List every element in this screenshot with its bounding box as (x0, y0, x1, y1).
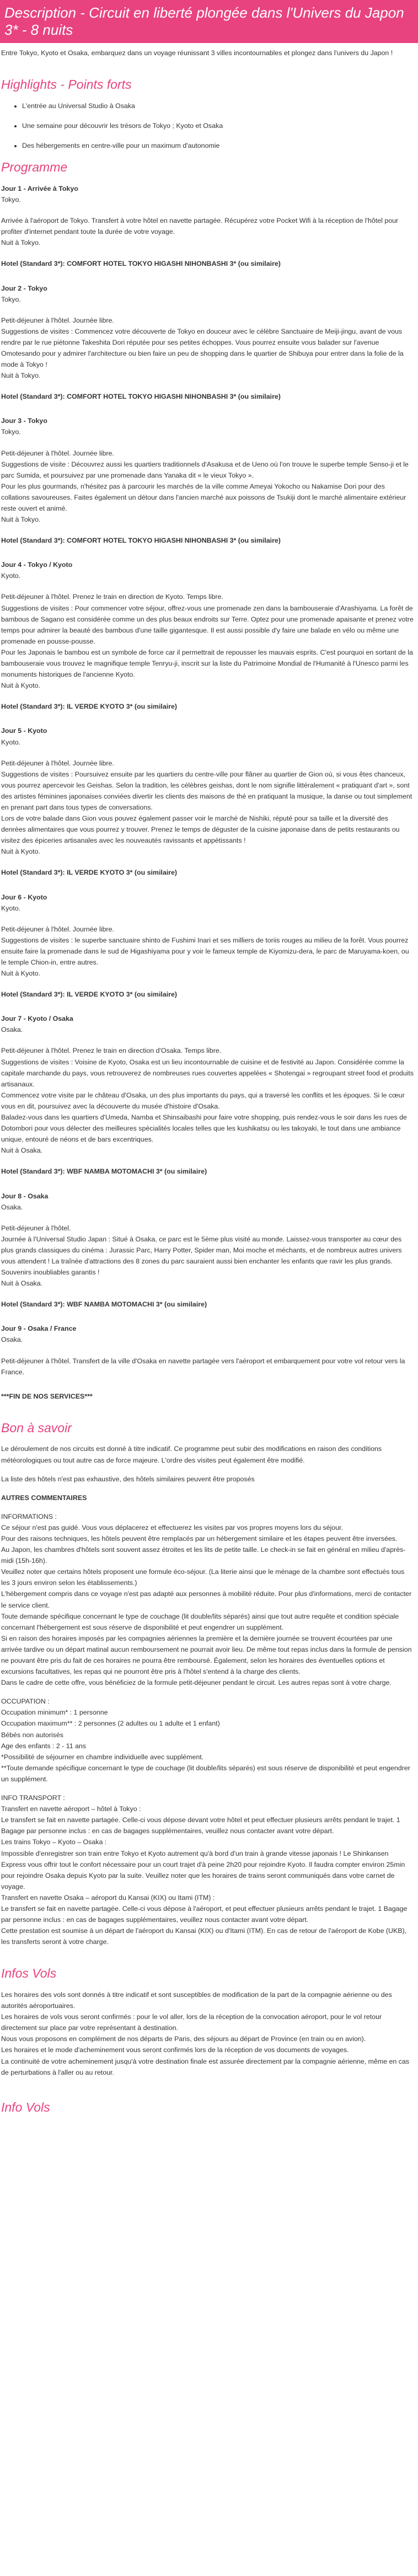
day-city: Kyoto. (1, 904, 21, 912)
day-paragraph: Pour les plus gourmands, n'hésitez pas à parcourir les marchés de la ville comme Ameyai Yokocho ou Nakamise Dori pour des collations savoureuses. Faites également un détour dans l'ancien marché aux poissons de Tsukiji dont le marché alimentaire extérieur reste ouvert et animé. (1, 482, 406, 512)
day-paragraph: Nuit à Kyoto. (1, 848, 40, 856)
day-title: Jour 9 - Osaka / France (1, 1325, 77, 1333)
info-line: L'hébergement compris dans ce voyage n'est pas adapté aux personnes à mobilité réduite. Pour plus d'informations, merci de contacter le service client. (1, 1590, 412, 1609)
day-paragraph: Nuit à Tokyo. (1, 372, 41, 380)
info-line: Pour des raisons techniques, les hôtels peuvent être remplacés par un hébergement similaire et les étapes peuvent être inversées. (1, 1534, 398, 1543)
vols-line: Les horaires de vols vous seront confirmés : pour le vol aller, lors de la réception de la convocation aéroport, pour le vol retour directement sur place par votre représentant à destination. (1, 2013, 382, 2032)
day-hotel: Hotel (Standard 3*): IL VERDE KYOTO 3* (ou similaire) (1, 990, 178, 999)
title-banner (0, 0, 418, 43)
day-paragraph: Nuit à Tokyo. (1, 516, 41, 524)
day-city: Tokyo. (1, 428, 21, 436)
end-note: ***FIN DE NOS SERVICES*** (1, 1392, 93, 1400)
day-paragraph: Petit-déjeuner à l'hôtel. Prenez le train en direction d'Osaka. Temps libre. (1, 1047, 222, 1055)
day-hotel: Hotel (Standard 3*): IL VERDE KYOTO 3* (ou similaire) (1, 869, 178, 877)
day-paragraph: Lors de votre balade dans Gion vous pouvez également passer voir le marché de Nishiki, réputé pour sa taille et la diversité des denrées alimentaires que vous pourrez y trouver. Prenez le temps de déguster de la cuisine japonaise dans de petits restaurants ou visitez des épiceries artisanales avec les nouveautés ravissants et appétissants ! (1, 815, 400, 845)
highlight-item: • Des hébergements en centre-ville pour un maximum d'autonomie (22, 140, 415, 151)
day-paragraph: Suggestions de visite : Découvrez aussi les quartiers traditionnels d'Asakusa et de Ueno où l'on trouve le superbe temple Senso-ji et le parc Sumida, et poursuivez par une promenade dans Yanaka dit « le vieux Tokyo ». (1, 460, 409, 479)
info-line: Au Japon, les chambres d'hôtels sont souvent assez étroites et les lits de petite taille. Le check-in se fait en général en milieu d'après-midi (15h-16h). (1, 1546, 406, 1565)
day-paragraph: Nuit à Osaka. (1, 1147, 43, 1155)
day-city: Kyoto. (1, 572, 21, 580)
info-vols-heading: Info Vols (1, 2100, 50, 2114)
day-paragraph: Suggestions de visites : Voisine de Kyoto, Osaka est un lieu incontournable de cuisine et de festivité au Japon. Considérée comme la capitale marchande du pays, vous retrouverez de nombreuses rues couvertes appelées « Shotengai » regroupant street food et produits artisanaux. (1, 1058, 414, 1088)
day-hotel: Hotel (Standard 3*): WBF NAMBA MOTOMACHI 3* (ou similaire) (1, 1167, 207, 1176)
info-line: Si en raison des horaires imposés par les compagnies aériennes la première et la dernière journée se trouvent écourtées par une arrivée tardive ou un départ matinal aucun remboursement ne pourrait avoir lieu. De même tout repas inclus dans la formule de pension ne pouvant être pris du fait de ces horaires ne pourra être remboursé. Également, selon les horaires des éventuelles options et excursions facultatives, les repas qui ne pourront être pris à l'hôtel s'entend à la charge des clients. (1, 1634, 412, 1676)
day-paragraph: Commencez votre visite par le château d'Osaka, un des plus importants du pays, qui a traversé les conflits et les époques. Si le cœur vous en dit, poursuivez avec la découverte du musée d'histoire d'Osaka. (1, 1091, 405, 1110)
day-paragraph: Petit-déjeuner à l'hôtel. Journée libre. (1, 925, 114, 933)
vols-line: Les horaires et le mode d'acheminement vous seront confirmés lors de la réception de vos documents de voyages. (1, 2046, 349, 2054)
transport-line: Impossible d'enregistrer son train entre Tokyo et Kyoto autrement qu'à bord d'un train à grande vitesse japonais ! Le Shinkansen Express vous offrir tout le confort nécessaire pour un court trajet d'à peine 2h20 pour rejoindre Kyoto. Il faudra compter environ 25min pour rejoindre Osaka depuis Kyoto par la suite. Veuillez noter que les horaires de trains seront communiqués dans votre carnet de voyage. (1, 1849, 405, 1891)
transport-line: Cette prestation est soumise à un départ de l'aéroport du Kansai (KIX) ou d'Itami (ITM). En cas de retour de l'aéroport de Kobe (UKB), les transferts seront à votre charge. (1, 1927, 407, 1946)
day-hotel: Hotel (Standard 3*): WBF NAMBA MOTOMACHI 3* (ou similaire) (1, 1300, 207, 1309)
day-paragraph: Petit-déjeuner à l'hôtel. Journée libre. (1, 316, 114, 324)
day-section (1, 725, 415, 878)
day-hotel: Hotel (Standard 3*): COMFORT HOTEL TOKYO HIGASHI NIHONBASHI 3* (ou similaire) (1, 260, 281, 268)
day-paragraph: Petit-déjeuner à l'hôtel. (1, 1224, 71, 1232)
day-paragraph: Nuit à Tokyo. (1, 239, 41, 247)
vols-line: La continuité de votre acheminement jusqu'à votre destination finale est assurée directement par la compagnie aérienne, même en cas de perturbations à l'aller ou au retour. (1, 2057, 410, 2076)
occupation-block (1, 1696, 415, 1785)
occupation-line: Age des enfants : 2 - 11 ans (1, 1742, 87, 1750)
occupation-line: Occupation minimum* : 1 personne (1, 1709, 108, 1717)
highlights-heading: Highlights - Points forts (1, 77, 132, 92)
day-paragraph: Baladez-vous dans les quartiers d'Umeda, Namba et Shinsaibashi pour faire votre shopping, puis rendez-vous le soir dans les rues de Dotombori pour vous délecter des meilleures spécialités locales telles que les kushikatsu ou les takoyaki, le tout dans une ambiance unique, entouré de néons et de bars excentriques. (1, 1113, 407, 1144)
autres-commentaires-heading: AUTRES COMMENTAIRES (1, 1493, 87, 1502)
programme-heading: Programme (1, 160, 68, 175)
day-title: Jour 8 - Osaka (1, 1192, 49, 1200)
info-line: Dans le cadre de cette offre, vous bénéficiez de la formule petit-déjeuner pendant le circuit. Les autres repas sont à votre charge. (1, 1679, 392, 1687)
informations-block (1, 1511, 415, 1689)
day-paragraph: Suggestions de visites : Poursuivez ensuite par les quartiers du centre-ville pour flâner au quartier de Gion où, si vous êtes chanceux, vous pourrez apercevoir les Geishas. Selon la tradition, les célèbres geishas, dont le nom signifie littéralement « pratiquant d'art », sont des artistes féminines japonaises conviées divertir les clients des maisons de thé en pratiquant la musique, la danse ou tout simplement en prenant part dans tous types de conversations. (1, 770, 412, 811)
bon-a-savoir-text-2: La liste des hôtels n'est pas exhaustive, des hôtels similaires peuvent être proposés (1, 1475, 255, 1483)
info-line: Toute demande spécifique concernant le type de couchage (lit double/lits séparés) ainsi que tout autre requête et condition spéciale concernant l'hébergement est sous réserve de disponibilité et peut engendrer un supplément. (1, 1612, 399, 1631)
day-city: Kyoto. (1, 738, 21, 746)
day-section (1, 415, 415, 546)
day-paragraph: Arrivée à l'aéroport de Tokyo. Transfert à votre hôtel en navette partagée. Récupérez votre Pocket Wifi à la réception de l'hôtel pour profiter d'internet pendant toute la durée de votre voyage. (1, 217, 399, 236)
vols-line: Nous vous proposons en complément de nos départs de Paris, des séjours au départ de Province (en train ou en avion). (1, 2035, 366, 2043)
day-paragraph: Petit-déjeuner à l'hôtel. Prenez le train en direction de Kyoto. Temps libre. (1, 593, 223, 601)
intro-text: Entre Tokyo, Kyoto et Osaka, embarquez dans un voyage réunissant 3 villes incontournables et plongez dans l'univers du Japon ! (1, 49, 393, 57)
day-title: Jour 2 - Tokyo (1, 284, 47, 292)
highlight-item: • Une semaine pour découvrir les trésors de Tokyo ; Kyoto et Osaka (22, 120, 415, 131)
transport-block (1, 1792, 415, 1947)
info-line: Veuillez noter que certains hôtels proposent une formule éco-séjour. (La literie ainsi que le ménage de la chambre sont effectués tous les 3 jours environ selon les établissements.) (1, 1568, 405, 1587)
day-paragraph: Suggestions de visites : Commencez votre découverte de Tokyo en douceur avec le célèbre Sanctuaire de Meiji-jingu, avant de vous rendre par le rue piétonne Takeshita Dori réputée pour ses petites échoppes. Vous pourrez ensuite vous balader sur l'avenue Omotesando pour y admirer l'architecture ou bien faire un peu de shopping dans le quartier de Shibuya pour entrer dans la folie de la mode à Tokyo ! (1, 327, 404, 369)
programme-days (1, 183, 415, 1378)
bon-a-savoir-heading: Bon à savoir (1, 1420, 72, 1435)
day-hotel: Hotel (Standard 3*): COMFORT HOTEL TOKYO HIGASHI NIHONBASHI 3* (ou similaire) (1, 537, 281, 545)
day-city: Osaka. (1, 1026, 23, 1034)
day-title: Jour 4 - Tokyo / Kyoto (1, 561, 73, 569)
day-section (1, 283, 415, 403)
transport-line: Les trains Tokyo – Kyoto – Osaka : (1, 1838, 107, 1846)
day-section (1, 1191, 415, 1310)
day-city: Osaka. (1, 1336, 23, 1344)
bon-a-savoir-text-1: Le déroulement de nos circuits est donné à titre indicatif. Ce programme peut subir des modifications en raison des conditions météorologiques ou tout autre cas de force majeure. L'ordre des visites peut également être modifié. (1, 1445, 382, 1464)
content (0, 47, 418, 2115)
highlights-list (1, 100, 415, 151)
day-paragraph: Pour les Japonais le bambou est un symbole de force car il permettrait de repousser les mauvais esprits. C'est pourquoi en sortant de la bambouseraie vous trouvez le magnifique temple Tenryu-ji, inscrit sur la liste du Patrimoine Mondial de l'Humanité à l'Unesco parmi les monuments historiques de l'ancienne Kyoto. (1, 648, 413, 679)
day-paragraph: Nuit à Kyoto. (1, 682, 40, 690)
occupation-line: **Toute demande spécifique concernant le type de couchage (lit double/lits séparés) est sous réserve de disponibilité et peut engendrer un supplément. (1, 1764, 410, 1783)
occupation-line: *Possibilité de séjourner en chambre individuelle avec supplément. (1, 1753, 204, 1761)
day-section (1, 1323, 415, 1377)
day-paragraph: Suggestions de visites : le superbe sanctuaire shinto de Fushimi Inari et ses milliers de toriis rouges au milieu de la forêt. Vous pourrez ensuite faire la promenade dans le sud de Higashiyama pour y voir le fameux temple de Kiyomizu-dera, le parc de Maruyama-koen, ou le temple Chion-in, entre autres. (1, 936, 409, 966)
day-city: Osaka. (1, 1203, 23, 1211)
day-title: Jour 6 - Kyoto (1, 893, 47, 901)
day-title: Jour 7 - Kyoto / Osaka (1, 1015, 73, 1023)
info-line: Ce séjour n'est pas guidé. Vous vous déplacerez et effectuerez les visites par vos propres moyens lors du séjour. (1, 1523, 343, 1531)
occupation-line: Bébés non autorisés (1, 1731, 63, 1739)
day-hotel: Hotel (Standard 3*): IL VERDE KYOTO 3* (ou similaire) (1, 703, 178, 711)
day-paragraph: Petit-déjeuner à l'hôtel. Transfert de la ville d'Osaka en navette partagée vers l'aéroport et embarquement pour votre vol retour vers la France. (1, 1357, 405, 1376)
day-title: Jour 3 - Tokyo (1, 417, 47, 425)
day-section (1, 183, 415, 270)
highlight-item: • L'entrée au Universal Studio à Osaka (22, 100, 415, 111)
page-title: Description - Circuit en liberté plongée dans l'Univers du Japon 3* - 8 nuits (4, 4, 404, 39)
day-section (1, 892, 415, 1000)
day-paragraph: Nuit à Osaka. (1, 1279, 43, 1288)
day-paragraph: Journée à l'Universal Studio Japan : Situé à Osaka, ce parc est le 5ème plus visité au monde. Laissez-vous transporter au cœur des plus grands classiques du cinéma : Jurassic Parc, Harry Potter, Spider man, Moi moche et méchants, et de nombreux autres univers vous attendent ! La traînée d'attractions des 8 zones du parc sauraient aussi bien enchanter les enfants que ravir les plus grands. Souvenirs inoubliables garantis ! (1, 1235, 402, 1277)
vols-line: Les horaires des vols sont donnés à titre indicatif et sont susceptibles de modification de la part de la compagnie aérienne ou des autorités aéroportuaires. (1, 1990, 392, 2010)
day-paragraph: Petit-déjeuner à l'hôtel. Journée libre. (1, 759, 114, 767)
transport-line: Transfert en navette aéroport – hôtel à Tokyo : (1, 1805, 141, 1813)
transport-line: Le transfert se fait en navette partagée. Celle-ci vous dépose devant votre hôtel et peut effectuer plusieurs arrêts pendant le trajet. 1 Bagage par personne inclus : en cas de bagages supplémentaires, veuillez nous contacter avant votre départ. (1, 1816, 400, 1835)
day-paragraph: Nuit à Kyoto. (1, 970, 40, 978)
day-section (1, 559, 415, 712)
day-title: Jour 1 - Arrivée à Tokyo (1, 184, 78, 192)
occupation-line: Occupation maximum** : 2 personnes (2 adultes ou 1 adulte et 1 enfant) (1, 1720, 220, 1728)
occupation-line: OCCUPATION : (1, 1697, 50, 1706)
day-paragraph: Suggestions de visites : Pour commencer votre séjour, offrez-vous une promenade zen dans la bambouseraie d'Arashiyama. La forêt de bambous de Sagano est considérée comme un des plus beaux endroits sur Terre. Optez pour une promenade apaisante et prenez votre temps pour admirer la beauté des bambous d'une taille gigantesque. Il est aussi possible d'y faire une balade en vélo ou même une promenade en pousse-pousse. (1, 604, 414, 645)
day-paragraph: Petit-déjeuner à l'hôtel. Journée libre. (1, 449, 114, 457)
transport-line: Le transfert se fait en navette partagée. Celle-ci vous dépose à l'aéroport, et peut effectuer plusieurs arrêts pendant le trajet. 1 Bagage par personne inclus : en cas de bagages supplémentaires, veuillez nous contacter avant votre départ. (1, 1904, 408, 1924)
day-hotel: Hotel (Standard 3*): COMFORT HOTEL TOKYO HIGASHI NIHONBASHI 3* (ou similaire) (1, 393, 281, 401)
transport-line: Transfert en navette Osaka – aéroport du Kansai (KIX) ou Itami (ITM) : (1, 1893, 215, 1902)
infos-vols-block (1, 1989, 415, 2078)
day-section (1, 1013, 415, 1177)
infos-vols-heading: Infos Vols (1, 1966, 57, 1981)
info-line: INFORMATIONS : (1, 1512, 57, 1520)
day-city: Tokyo. (1, 196, 21, 204)
day-city: Tokyo. (1, 295, 21, 303)
day-title: Jour 5 - Kyoto (1, 727, 47, 735)
transport-line: INFO TRANSPORT : (1, 1794, 65, 1802)
